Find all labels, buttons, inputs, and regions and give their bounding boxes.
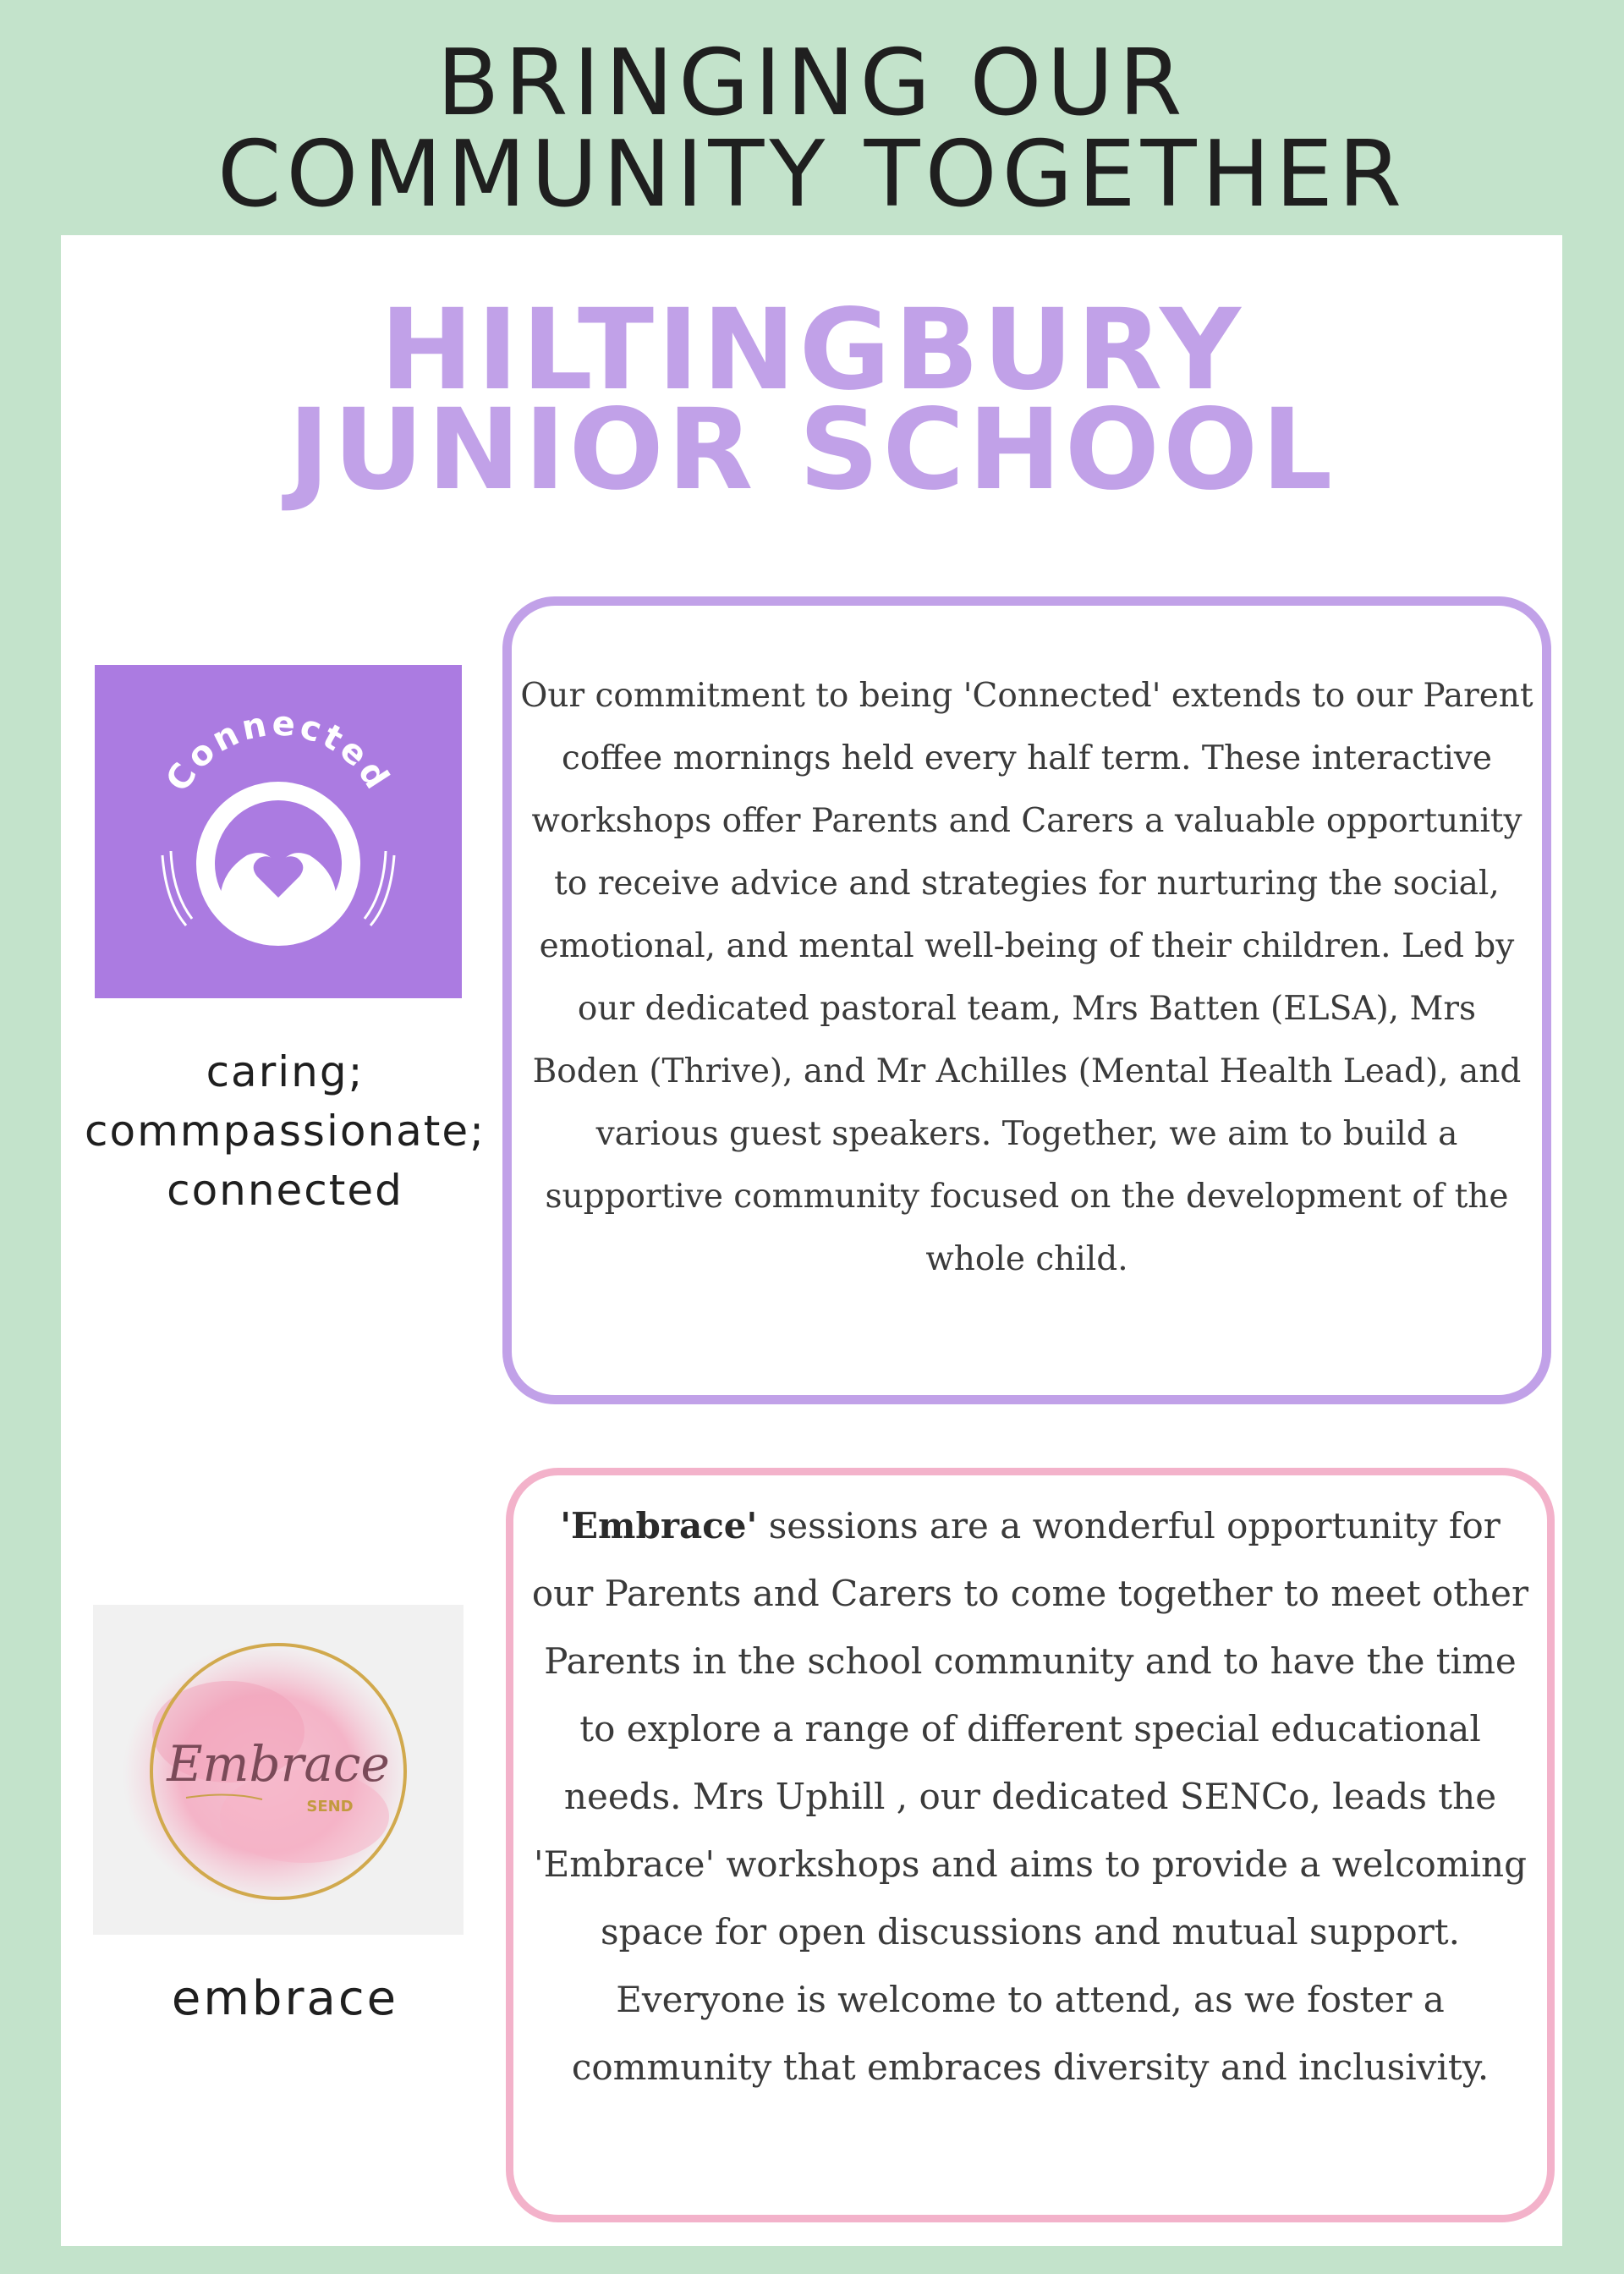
embrace-description-text: sessions are a wonderful opportunity for our Parents and Carers to come together to meet other Parents in the school community and to have the time to explore a range of different special educational needs. Mrs Uphill , our dedicated SENCo, leads the 'Embrace' workshops and aims to provide a welcoming space for open discussions and mutual support. Everyone is welcome to attend, as we foster a community that embraces diversity and inclusivity. — [531, 1505, 1529, 2088]
headline-line-2: COMMUNITY TOGETHER — [217, 122, 1407, 228]
embrace-description — [530, 1492, 1530, 2101]
connected-caption-line-1: caring; — [206, 1047, 365, 1096]
connected-logo-art — [95, 665, 462, 998]
connected-description-box — [502, 596, 1551, 1404]
embrace-logo-wordmark: Embrace — [167, 1735, 390, 1793]
headline-line-1: BRINGING OUR — [436, 30, 1188, 136]
heart-hands-icon — [162, 791, 394, 937]
connected-caption-line-2: commpassionate; — [85, 1107, 486, 1156]
connected-logo-wordmark: Connected — [158, 704, 398, 799]
connected-description: Our commitment to being 'Connected' extends to our Parent coffee mornings held every half term. These interactive workshops offer Parents and Carers a valuable opportunity to receive advice and strategies for nurturing the social, emotional, and mental well-being of their children. Led by our dedicated pastoral team, Mrs Batten (ELSA), Mrs Boden (Thrive), and Mr Achilles (Mental Health Lead), and various guest speakers. Together, we aim to build a supportive community focused on the development of the whole child. — [520, 677, 1533, 1278]
school-name — [0, 285, 1624, 515]
school-name-line-2: JUNIOR SCHOOL — [288, 385, 1336, 515]
embrace-logo — [93, 1605, 464, 1935]
embrace-description-box — [506, 1468, 1555, 2222]
embrace-logo-art — [93, 1605, 464, 1935]
embrace-caption: embrace — [171, 1971, 399, 2026]
connected-logo — [95, 665, 462, 998]
connected-caption — [61, 1042, 509, 1220]
headline — [0, 30, 1624, 228]
embrace-description-bold: 'Embrace' — [560, 1505, 758, 1546]
connected-caption-line-3: connected — [167, 1166, 403, 1215]
embrace-logo-send: SEND — [306, 1798, 354, 1815]
school-name-line-1: HILTINGBURY — [380, 285, 1244, 415]
